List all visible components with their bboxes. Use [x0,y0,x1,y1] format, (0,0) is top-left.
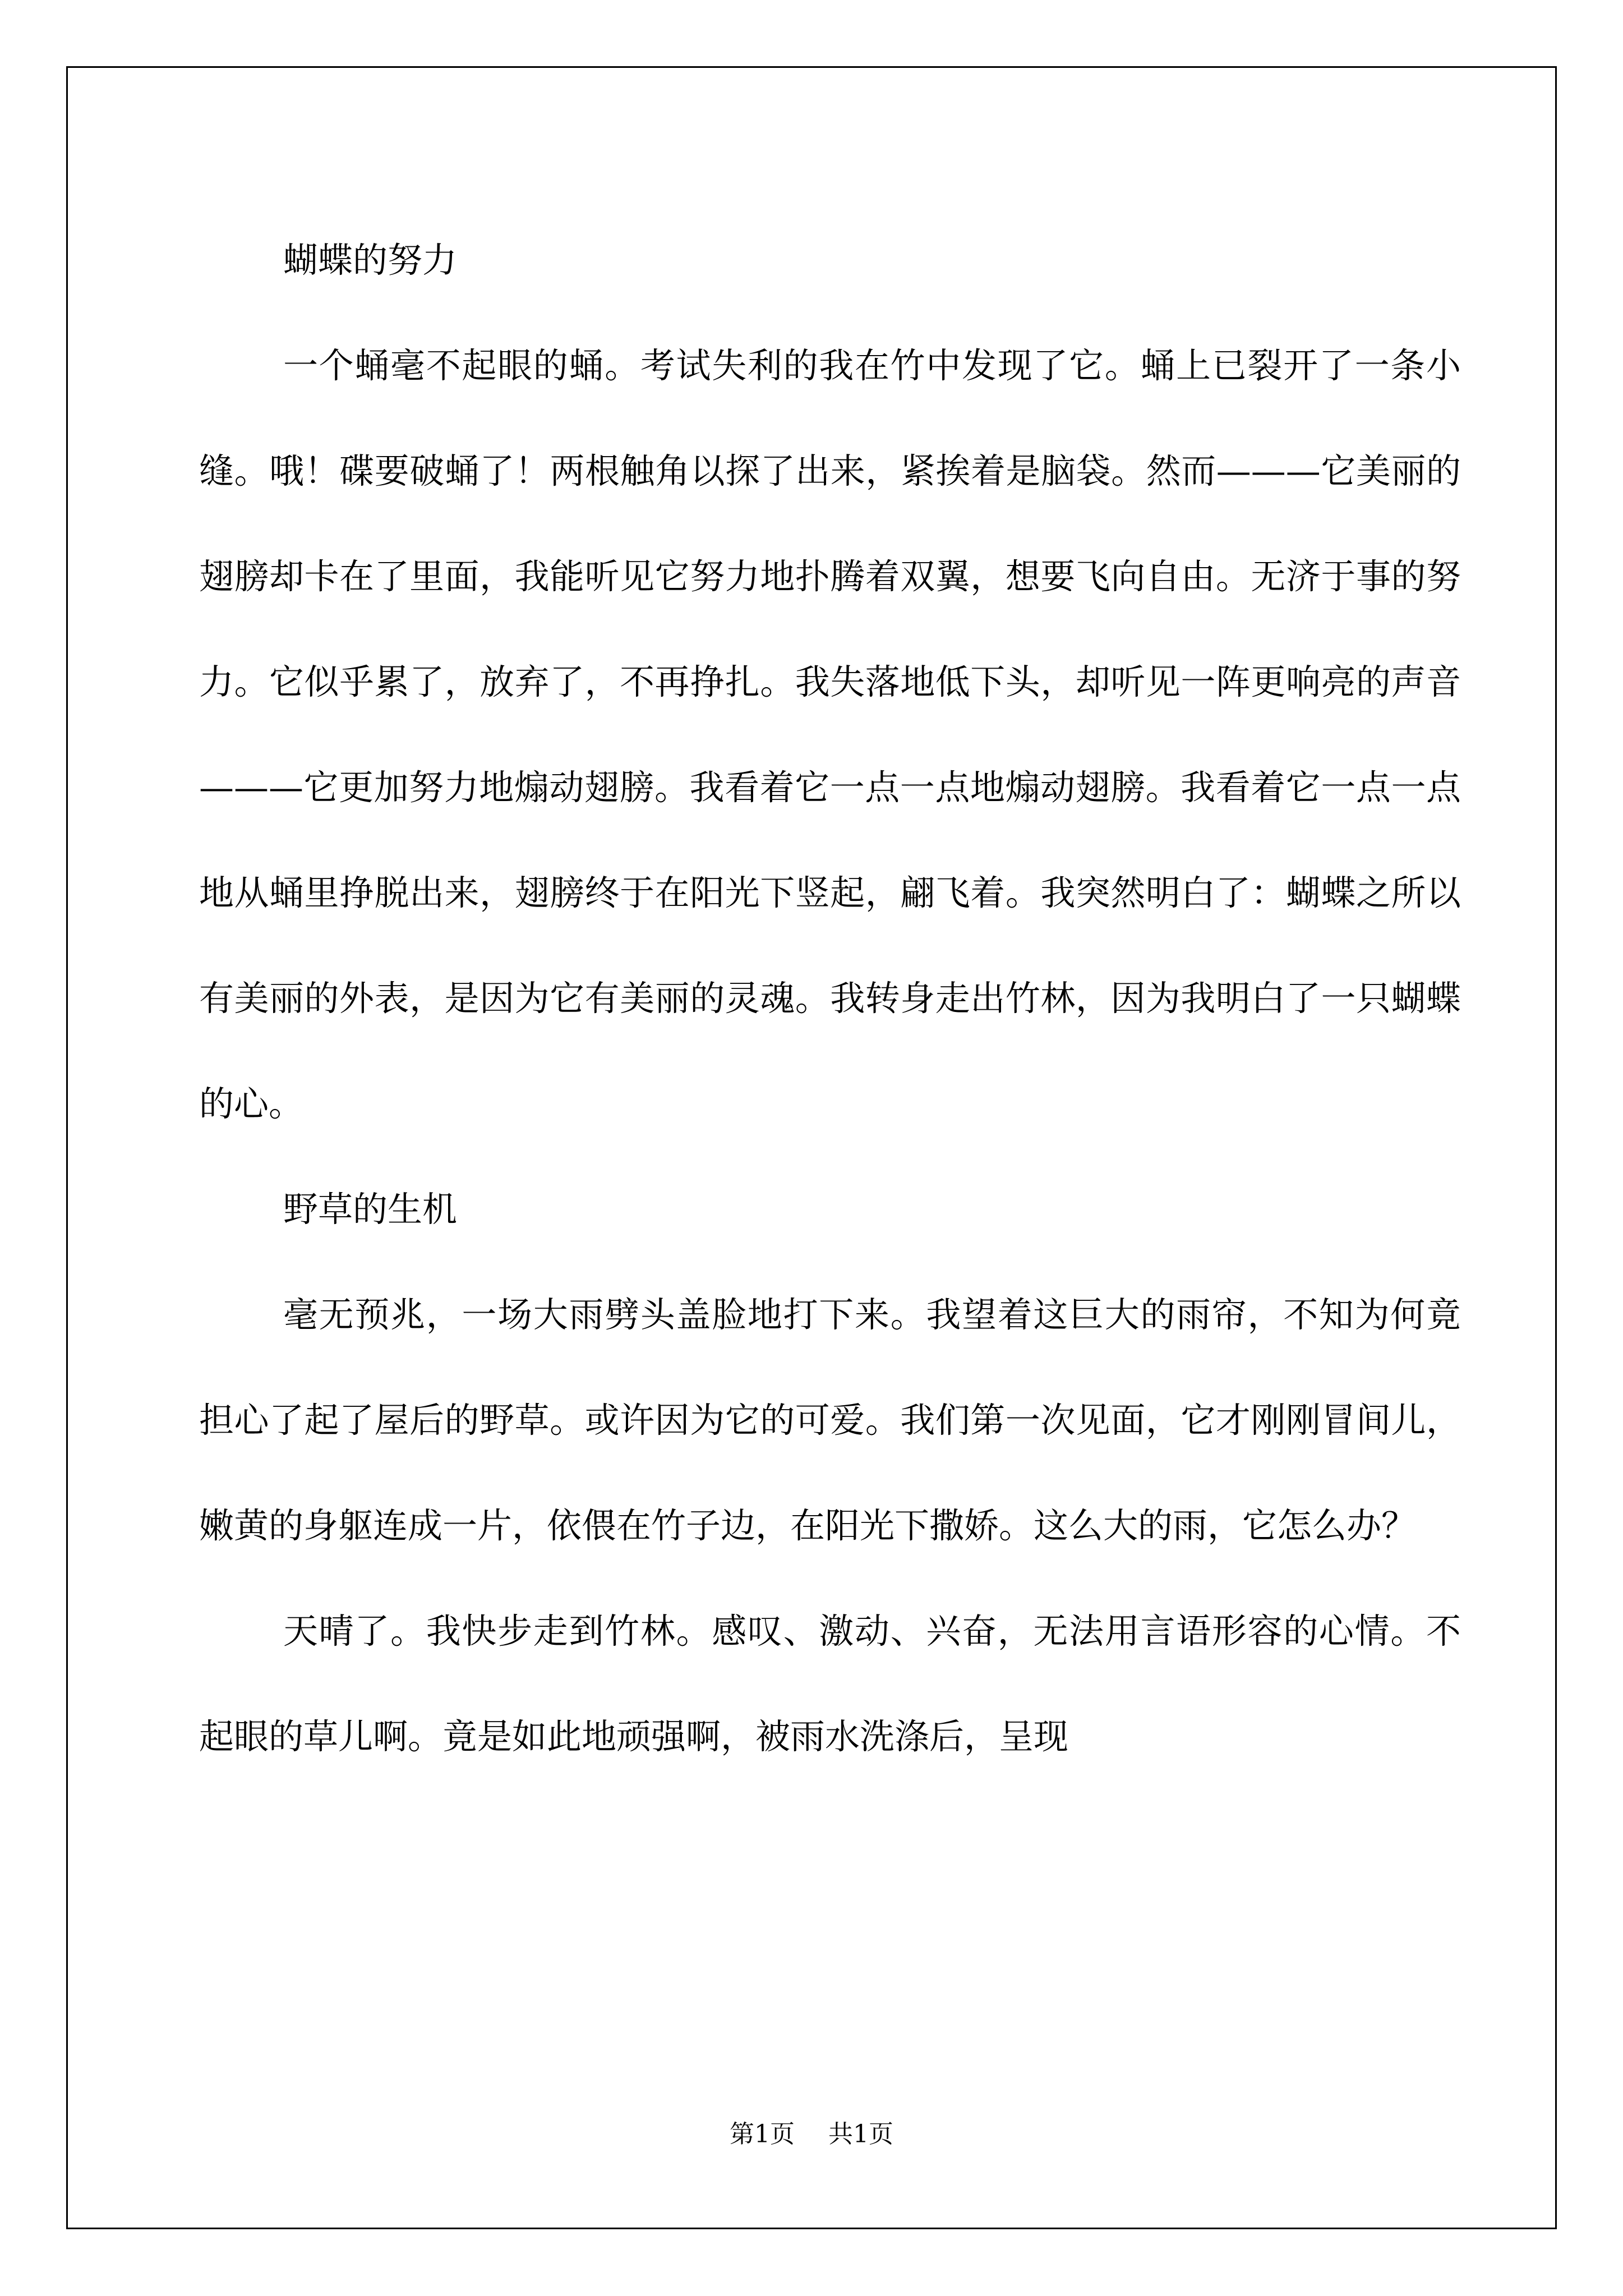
page-footer [0,2114,1623,2150]
paragraph-wildgrass-1: 毫无预兆，一场大雨劈头盖脸地打下来。我望着这巨大的雨帘，不知为何竟担心了起了屋后的野草。或许因为它的可爱。我们第一次见面，它才刚刚冒间儿，嫩黄的身躯连成一片，依偎在竹子边，在阳光下撒娇。这么大的雨，它怎么办？ [199,1294,1461,1546]
page-number-total: 共1页 [828,2120,893,2148]
section-title-butterfly: 蝴蝶的努力 [283,240,458,280]
paragraph-butterfly-1: 一个蛹毫不起眼的蛹。考试失利的我在竹中发现了它。蛹上已裂开了一条小缝。哦！碟要破蛹了！两根触角以探了出来，紧挨着是脑袋。然而———它美丽的翅膀却卡在了里面，我能听见它努力地扑腾着双翼，想要飞向自由。无济于事的努力。它似乎累了，放弃了，不再挣扎。我失落地低下头，却听见一阵更响亮的声音———它更加努力地煽动翅膀。我看着它一点一点地煽动翅膀。我看着它一点一点地从蛹里挣脱出来，翅膀终于在阳光下竖起，翩飞着。我突然明白了：蝴蝶之所以有美丽的外表，是因为它有美丽的灵魂。我转身走出竹林，因为我明白了一只蝴蝶的心。 [199,345,1461,1124]
section-title-wildgrass: 野草的生机 [283,1189,458,1230]
page-number-current: 第1页 [730,2120,795,2148]
paragraph-wildgrass-2: 天晴了。我快步走到竹林。感叹、激动、兴奋，无法用言语形容的心情。不起眼的草儿啊。竟是如此地顽强啊，被雨水洗涤后，呈现 [199,1611,1461,1757]
document-body [199,208,1461,1789]
